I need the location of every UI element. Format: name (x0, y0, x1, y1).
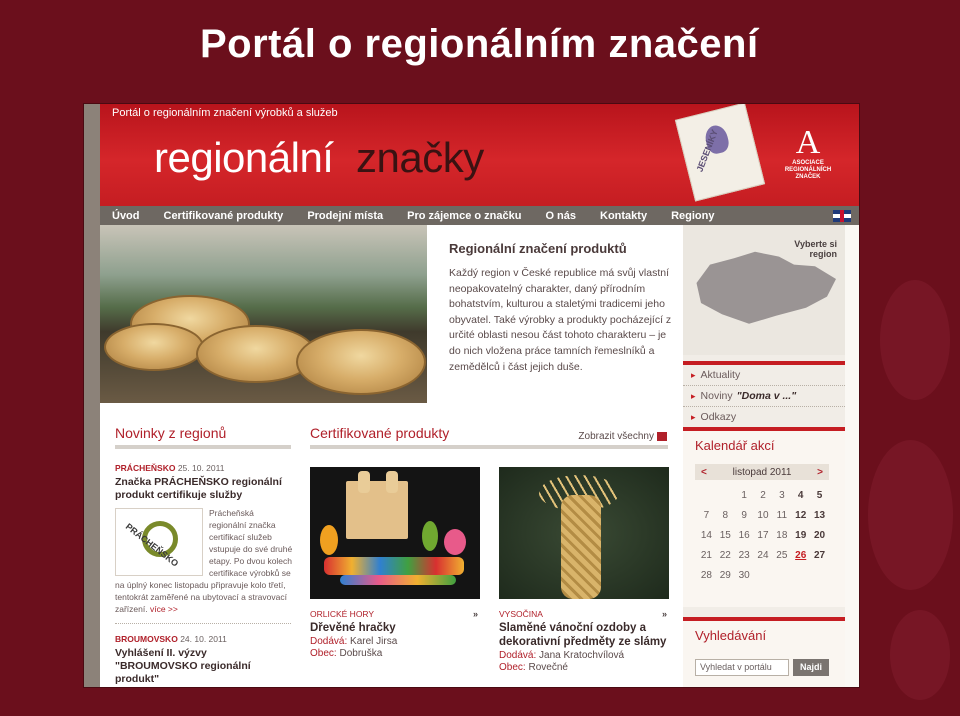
calendar-day[interactable]: 20 (814, 530, 826, 541)
arrow-box-icon (657, 432, 667, 441)
product-town: Obec: Rovečné (499, 662, 568, 673)
hero-photo-baskets (100, 225, 427, 403)
intro-text: Každý region v České republice má svůj vlastní neopakovatelný charakter, daný přírodním bohatstvím, kulturou a staletými tradicemi jeho obyvatel. Také výrobky a produkty pocházející z určité oblasti nesou část tohoto charakteru – je do nich vložena práce tamních řemeslníků a zemědělců i část jejich duše. (449, 267, 672, 373)
straw-braid (561, 495, 601, 599)
product-meta (310, 609, 480, 659)
news-date-line (115, 634, 296, 644)
logo-text: PRÁCHEŇSKO (123, 521, 181, 569)
calendar-day[interactable]: 23 (738, 550, 750, 561)
calendar-day[interactable]: 11 (776, 510, 788, 521)
search-button[interactable]: Najdi (793, 659, 829, 676)
toy-castle (346, 481, 408, 539)
products-heading: Certifikované produkty (310, 425, 668, 449)
news-more-link[interactable]: více >> (149, 604, 178, 614)
toy-tower (386, 471, 398, 493)
calendar-day-today[interactable]: 26 (795, 550, 807, 561)
sidebar-links (683, 361, 845, 428)
product-name[interactable]: Dřevěné hračky (310, 622, 396, 634)
nav-item-about[interactable]: O nás (545, 209, 577, 222)
product-region[interactable]: ORLICKÉ HORY (310, 609, 375, 619)
news-column (100, 403, 296, 688)
news-region[interactable]: BROUMOVSKO (115, 634, 178, 644)
nav-item-contacts[interactable]: Kontakty (600, 209, 648, 222)
calendar-day[interactable]: 22 (719, 550, 731, 561)
toy-figure (444, 529, 466, 555)
left-border-strip (84, 104, 100, 688)
nav-item-points-of-sale[interactable]: Prodejní místa (307, 209, 384, 222)
search-box (683, 617, 845, 688)
calendar-day[interactable]: 15 (719, 530, 731, 541)
calendar-day[interactable]: 10 (757, 510, 769, 521)
calendar-day[interactable]: 13 (814, 510, 826, 521)
calendar-day[interactable]: 28 (700, 570, 712, 581)
calendar-month-bar (695, 464, 829, 480)
toy-figure (422, 521, 438, 551)
slide-title: Portál o regionálním značení (200, 22, 759, 66)
arrow-icon: ▸ (691, 369, 696, 380)
ornament-decoration (890, 610, 950, 700)
calendar-grid (697, 488, 829, 584)
search-input[interactable]: Vyhledat v portálu (695, 659, 789, 676)
calendar-day[interactable]: 19 (795, 530, 807, 541)
product-card[interactable] (499, 467, 669, 673)
toy-train (324, 557, 464, 575)
show-all-link[interactable]: Zobrazit všechny (578, 431, 667, 442)
arrow-icon: ▸ (691, 411, 696, 422)
news-heading: Novinky z regionů (115, 425, 291, 449)
czech-map-icon[interactable] (689, 247, 839, 327)
event-calendar (683, 427, 845, 607)
ornament-decoration (868, 440, 953, 590)
news-body: PRÁCHEŇSKO Prácheňská regionální značka certifikací služeb vstupuje do své druhé etapy. Po dvou kolech certifikace výrobků se na úplný konec listopadu připravuje kolo třetí, tentokrát zaměřené na ubytovací a stravovací zařízení. více >> (115, 508, 293, 614)
toy-figure (320, 525, 338, 555)
double-chevron-icon[interactable]: » (661, 609, 667, 619)
calendar-day[interactable]: 14 (700, 530, 712, 541)
news-region[interactable]: PRÁCHEŇSKO (115, 463, 176, 473)
sidebar-link-links[interactable]: ▸ Odkazy (683, 407, 845, 428)
calendar-day[interactable]: 3 (779, 490, 785, 501)
basket-image (104, 323, 204, 371)
products-column (296, 403, 683, 688)
calendar-title: Kalendář akcí (695, 438, 775, 453)
site-header (84, 104, 860, 206)
product-card[interactable] (310, 467, 480, 659)
product-image-wooden-toys[interactable] (310, 467, 480, 599)
search-title: Vyhledávání (695, 628, 767, 643)
sidebar-link-news[interactable]: ▸ Aktuality (683, 365, 845, 386)
sidebar-link-newspaper[interactable]: ▸ Noviny "Doma v ..." (683, 386, 845, 407)
calendar-day[interactable]: 5 (816, 490, 823, 501)
calendar-day[interactable]: 21 (700, 550, 712, 561)
region-map[interactable] (683, 225, 845, 355)
calendar-day[interactable]: 1 (741, 490, 747, 501)
calendar-day[interactable]: 30 (738, 570, 750, 581)
main-nav (100, 206, 860, 225)
news-title[interactable]: Vyhlášení II. výzvy "BROUMOVSKO regionální produkt" (115, 647, 251, 685)
tag-label: JESENÍKY (694, 128, 720, 174)
news-date: 24. 10. 2011 (180, 634, 227, 644)
website-screenshot (83, 103, 860, 688)
product-image-straw-ornaments[interactable] (499, 467, 669, 599)
product-producer: Dodává: Karel Jirsa (310, 636, 398, 647)
logo-word-brands[interactable]: značky (356, 134, 484, 181)
basket-image (296, 329, 426, 395)
calendar-day[interactable]: 27 (814, 550, 826, 561)
news-date: 25. 10. 2011 (177, 463, 225, 473)
news-date-line (115, 463, 296, 473)
product-producer: Dodává: Jana Kratochvílová (499, 650, 625, 661)
ornament-decoration (880, 280, 950, 400)
calendar-next-button[interactable]: > (817, 466, 823, 478)
logo-word-regional[interactable]: regionální (154, 134, 334, 181)
news-title[interactable]: Značka PRÁCHEŇSKO regionální produkt certifikuje služby (115, 476, 282, 501)
calendar-day[interactable]: 17 (757, 530, 769, 541)
toy-tower (358, 471, 370, 493)
product-region[interactable]: VYSOČINA (499, 609, 543, 619)
association-name: ASOCIACE REGIONÁLNÍCH ZNAČEK (784, 160, 832, 180)
arrow-icon: ▸ (691, 390, 696, 401)
product-meta (499, 609, 669, 673)
nav-item-home[interactable]: Úvod (112, 209, 140, 222)
nav-item-certified-products[interactable]: Certifikované produkty (163, 209, 284, 222)
association-logo[interactable] (782, 126, 834, 181)
divider (115, 623, 291, 624)
uk-flag-icon[interactable] (833, 210, 851, 222)
intro-heading: Regionální značení produktů (449, 241, 627, 256)
intro-panel (427, 225, 683, 403)
right-sidebar (683, 225, 845, 688)
calendar-day[interactable]: 2 (760, 490, 766, 501)
association-letter: A (795, 124, 821, 161)
jeseniky-tag-logo (675, 103, 765, 201)
calendar-month: listopad 2011 (732, 466, 792, 478)
calendar-day[interactable]: 24 (757, 550, 769, 561)
calendar-prev-button[interactable]: < (701, 466, 707, 478)
nav-item-regions[interactable]: Regiony (671, 209, 715, 222)
calendar-day[interactable]: 8 (722, 510, 729, 521)
calendar-day[interactable]: 7 (703, 510, 710, 521)
toy-train (340, 575, 456, 585)
calendar-day[interactable]: 29 (719, 570, 731, 581)
calendar-day[interactable]: 4 (797, 490, 804, 501)
calendar-day[interactable]: 12 (795, 510, 807, 521)
product-name[interactable]: Slaměné vánoční ozdoby a dekorativní předměty ze slámy (499, 622, 667, 648)
calendar-day[interactable]: 18 (776, 530, 788, 541)
calendar-day[interactable]: 25 (776, 550, 788, 561)
map-title: Vyberte si region (794, 239, 837, 259)
calendar-day[interactable]: 9 (741, 510, 747, 521)
nav-item-for-applicants[interactable]: Pro zájemce o značku (407, 209, 522, 222)
site-tagline: Portál o regionálním značení výrobků a služeb (112, 107, 338, 119)
double-chevron-icon[interactable]: » (472, 609, 478, 619)
calendar-day[interactable]: 16 (738, 530, 750, 541)
pracheňsko-logo (115, 508, 203, 576)
product-town: Obec: Dobruška (310, 648, 383, 659)
